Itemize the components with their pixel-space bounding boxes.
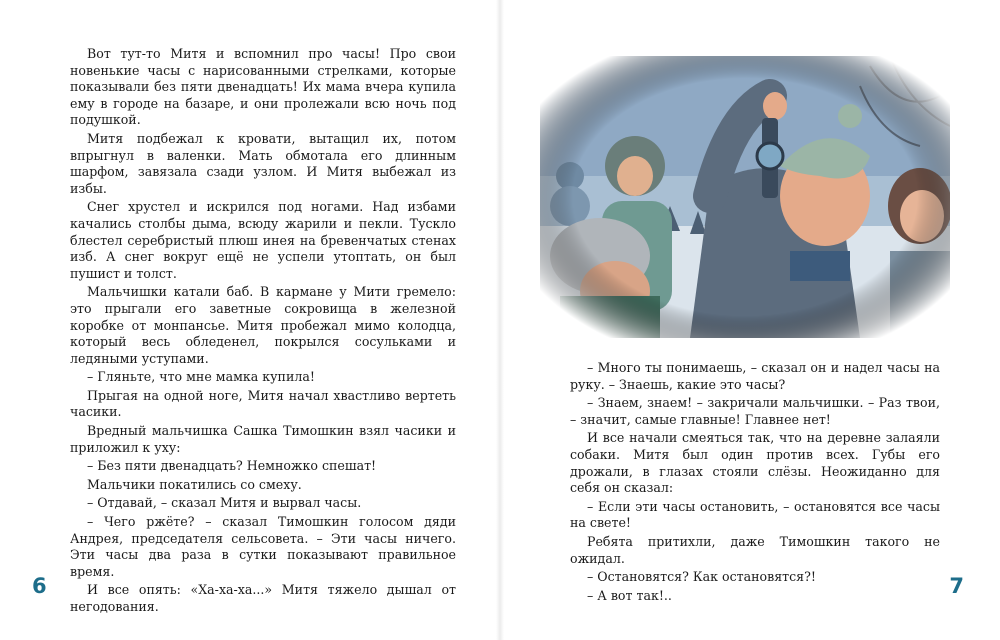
paragraph: Мальчики покатились со смеху. [87,476,302,492]
paragraph: Вредный мальчишка Сашка Тимошкин взял часики и приложил к уху: [70,423,456,455]
paragraph: – Знаем, знаем! – закричали мальчишки. – Раз твои, – значит, самые главные! Главнее нет! [570,395,940,427]
paragraph: Вот тут-то Митя и вспомнил про часы! Про свои новенькие часы с нарисованными стрелками, которые показывали без пяти двенадцать! Их мама вчера купила ему в городе на базаре, и они пролежали всю ночь под подушкой. [70,46,456,128]
paragraph: – Остановятся? Как остановятся?! [587,569,816,585]
paragraph: И все опять: «Ха-ха-ха...» Митя тяжело дышал от негодования. [70,582,456,614]
paragraph: Ребята притихли, даже Тимошкин такого не ожидал. [570,533,940,566]
paragraph: – Отдавай, – сказал Митя и вырвал часы. [87,495,362,511]
paragraph: Митя подбежал к кровати, вытащил их, потом впрыгнул в валенки. Мать обмотала его длинным шарфом, завязала сзади узлом. И Митя выбежал из избы. [70,130,456,196]
right-page-text [570,360,940,606]
paragraph: – Чего ржёте? – сказал Тимошкин голосом дяди Андрея, председателя сельсовета. – Эти часы ничего. Эти часы два раза в сутки показывают правильное время. [70,514,456,579]
paragraph: Прыгая на одной ноге, Митя начал хвастливо вертеть часики. [70,387,456,420]
page-number-right: 7 [949,574,964,598]
paragraph: – Если эти часы остановить, – остановятся все часы на свете! [570,498,940,531]
illustration-boys-with-watch [540,56,950,338]
paragraph: Снег хрустел и искрился под ногами. Над избами качались столбы дыма, всюду жарили и пекли. Тускло блестел серебристый плюш инея на бревенчатых стенах изб. А снег вокруг ещё не успели утоптать, он был пушист и толст. [70,199,456,281]
paragraph: И все начали смеяться так, что на деревне залаяли собаки. Митя был один против всех. Губы его дрожали, в глазах стояли слёзы. Неожиданно для себя он сказал: [570,430,940,496]
right-page [500,0,1000,640]
left-page-text [70,46,456,618]
paragraph: – Много ты понимаешь, – сказал он и надел часы на руку. – Знаешь, какие это часы? [570,360,940,392]
page-number-left: 6 [32,574,47,598]
paragraph: Мальчишки катали баб. В кармане у Мити гремело: это прыгали его заветные сокровища в железной коробке от монпансье. Митя пробежал мимо колодца, который весь обледенел, покрылся сосульками и ледяными уступами. [70,284,456,366]
paragraph: – А вот так!.. [587,587,672,603]
paragraph: – Гляньте, что мне мамка купила! [87,369,315,385]
paragraph: – Без пяти двенадцать? Немножко спешат! [87,458,377,474]
